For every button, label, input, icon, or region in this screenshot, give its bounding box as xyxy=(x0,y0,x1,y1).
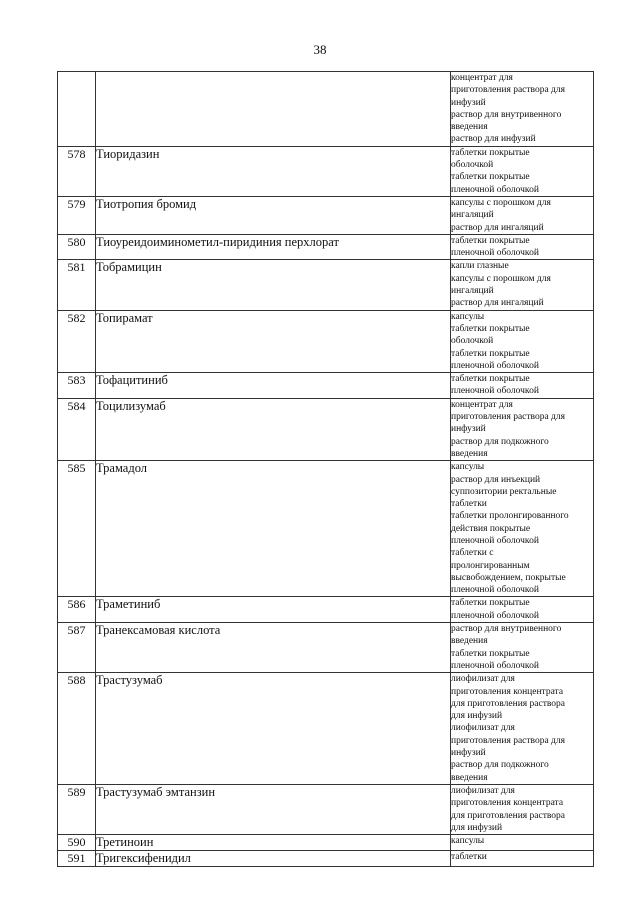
dosage-form-line: раствор для ингаляций xyxy=(451,222,544,233)
dosage-form-line: таблетки покрытые xyxy=(451,648,530,659)
drug-name: Тофацитиниб xyxy=(96,373,451,399)
dosage-form-line: таблетки покрытые xyxy=(451,598,530,609)
dosage-form-line: раствор для подкожного xyxy=(451,436,549,447)
drug-table xyxy=(57,71,594,867)
row-number: 590 xyxy=(58,835,96,851)
dosage-form-line: лиофилизат для xyxy=(451,723,515,734)
dosage-forms xyxy=(451,310,594,372)
dosage-form-line: для инфузий xyxy=(451,711,503,722)
row-number: 583 xyxy=(58,373,96,399)
dosage-forms xyxy=(451,851,594,867)
table-row xyxy=(58,398,594,460)
dosage-form-line: инфузий xyxy=(451,424,486,435)
dosage-form-line: лиофилизат для xyxy=(451,674,515,685)
table-row xyxy=(58,461,594,597)
drug-name: Трамадол xyxy=(96,461,451,597)
dosage-form-line: капсулы с порошком для xyxy=(451,197,551,208)
row-number: 578 xyxy=(58,146,96,196)
dosage-form-line: раствор для ингаляций xyxy=(451,298,544,309)
drug-name: Топирамат xyxy=(96,310,451,372)
dosage-form-line: оболочкой xyxy=(451,160,494,171)
table-row xyxy=(58,851,594,867)
dosage-form-line: пленочной оболочкой xyxy=(451,360,539,371)
table-row xyxy=(58,673,594,785)
dosage-forms xyxy=(451,196,594,234)
drug-name: Тоцилизумаб xyxy=(96,398,451,460)
dosage-forms xyxy=(451,398,594,460)
dosage-form-line: таблетки пролонгированного xyxy=(451,511,569,522)
table-row xyxy=(58,234,594,260)
dosage-form-line: таблетки xyxy=(451,499,487,510)
drug-name: Третиноин xyxy=(96,835,451,851)
drug-name: Тиоуреидоиминометил-пиридиния перхлорат xyxy=(96,234,451,260)
row-number: 589 xyxy=(58,784,96,834)
row-number: 588 xyxy=(58,673,96,785)
dosage-form-line: концентрат для xyxy=(451,73,513,83)
dosage-forms xyxy=(451,373,594,399)
row-number: 587 xyxy=(58,623,96,673)
dosage-form-line: капсулы xyxy=(451,836,485,847)
table-row xyxy=(58,373,594,399)
dosage-form-line: приготовления раствора для xyxy=(451,85,565,96)
dosage-forms xyxy=(451,835,594,851)
dosage-form-line: таблетки покрытые xyxy=(451,374,530,385)
table-row xyxy=(58,260,594,310)
dosage-form-line: для инфузий xyxy=(451,822,503,833)
dosage-form-line: инфузий xyxy=(451,748,486,759)
dosage-form-line: приготовления концентрата xyxy=(451,798,564,809)
dosage-form-line: суппозитории ректальные xyxy=(451,486,557,497)
dosage-form-line: ингаляций xyxy=(451,286,494,297)
dosage-forms xyxy=(451,623,594,673)
page-number: 38 xyxy=(313,42,327,57)
dosage-form-line: ингаляций xyxy=(451,210,494,221)
drug-name: Тригексифенидил xyxy=(96,851,451,867)
drug-name xyxy=(96,72,451,147)
row-number: 579 xyxy=(58,196,96,234)
row-number: 580 xyxy=(58,234,96,260)
row-number: 586 xyxy=(58,597,96,623)
dosage-forms xyxy=(451,461,594,597)
drug-name: Транексамовая кислота xyxy=(96,623,451,673)
table-row xyxy=(58,310,594,372)
dosage-form-line: пленочной оболочкой xyxy=(451,184,539,195)
dosage-forms xyxy=(451,234,594,260)
dosage-forms xyxy=(451,784,594,834)
row-number: 584 xyxy=(58,398,96,460)
dosage-forms xyxy=(451,597,594,623)
dosage-form-line: введения xyxy=(451,448,488,459)
dosage-form-line: введения xyxy=(451,772,488,783)
dosage-form-line: лиофилизат для xyxy=(451,785,515,796)
dosage-form-line: пленочной оболочкой xyxy=(451,248,539,259)
dosage-form-line: раствор для подкожного xyxy=(451,760,549,771)
dosage-form-line: пленочной оболочкой xyxy=(451,386,539,397)
drug-name: Тиотропия бромид xyxy=(96,196,451,234)
dosage-form-line: инфузий xyxy=(451,97,486,108)
drug-table-body xyxy=(58,72,594,867)
dosage-form-line: раствор для инфузий xyxy=(451,134,536,145)
dosage-form-line: таблетки с xyxy=(451,548,494,559)
dosage-form-line: раствор для инъекций xyxy=(451,474,541,485)
dosage-forms xyxy=(451,260,594,310)
dosage-form-line: раствор для внутривенного xyxy=(451,109,562,120)
row-number: 591 xyxy=(58,851,96,867)
drug-name: Траметиниб xyxy=(96,597,451,623)
table-row xyxy=(58,597,594,623)
table-row xyxy=(58,196,594,234)
dosage-forms xyxy=(451,673,594,785)
dosage-forms xyxy=(451,146,594,196)
dosage-form-line: приготовления концентрата xyxy=(451,686,564,697)
table-row xyxy=(58,835,594,851)
dosage-form-line: раствор для внутривенного xyxy=(451,624,562,635)
table-row xyxy=(58,623,594,673)
dosage-form-line: таблетки покрытые xyxy=(451,147,530,158)
dosage-form-line: капсулы с порошком для xyxy=(451,273,551,284)
drug-name: Тобрамицин xyxy=(96,260,451,310)
dosage-form-line: таблетки покрытые xyxy=(451,323,530,334)
dosage-form-line: для приготовления раствора xyxy=(451,810,565,821)
dosage-form-line: капли глазные xyxy=(451,261,509,272)
dosage-forms xyxy=(451,72,594,147)
dosage-form-line: капсулы xyxy=(451,311,485,322)
dosage-form-line: концентрат для xyxy=(451,399,513,410)
dosage-form-line: таблетки покрытые xyxy=(451,348,530,359)
dosage-form-line: пролонгированным xyxy=(451,560,530,571)
dosage-form-line: пленочной оболочкой xyxy=(451,585,539,596)
row-number: 582 xyxy=(58,310,96,372)
dosage-form-line: действия покрытые xyxy=(451,523,531,534)
drug-name: Трастузумаб эмтанзин xyxy=(96,784,451,834)
dosage-form-line: введения xyxy=(451,636,488,647)
table-row xyxy=(58,72,594,147)
row-number: 581 xyxy=(58,260,96,310)
drug-name: Трастузумаб xyxy=(96,673,451,785)
row-number xyxy=(58,72,96,147)
dosage-form-line: для приготовления раствора xyxy=(451,698,565,709)
dosage-form-line: таблетки покрытые xyxy=(451,235,530,246)
table-row xyxy=(58,784,594,834)
table-row xyxy=(58,146,594,196)
dosage-form-line: пленочной оболочкой xyxy=(451,535,539,546)
drug-name: Тиоридазин xyxy=(96,146,451,196)
dosage-form-line: таблетки покрытые xyxy=(451,172,530,183)
dosage-form-line: пленочной оболочкой xyxy=(451,660,539,671)
dosage-form-line: высвобождением, покрытые xyxy=(451,572,566,583)
dosage-form-line: приготовления раствора для xyxy=(451,735,565,746)
dosage-form-line: введения xyxy=(451,122,488,133)
row-number: 585 xyxy=(58,461,96,597)
dosage-form-line: таблетки xyxy=(451,852,487,863)
dosage-form-line: пленочной оболочкой xyxy=(451,610,539,621)
dosage-form-line: капсулы xyxy=(451,462,485,473)
dosage-form-line: оболочкой xyxy=(451,336,494,347)
dosage-form-line: приготовления раствора для xyxy=(451,412,565,423)
